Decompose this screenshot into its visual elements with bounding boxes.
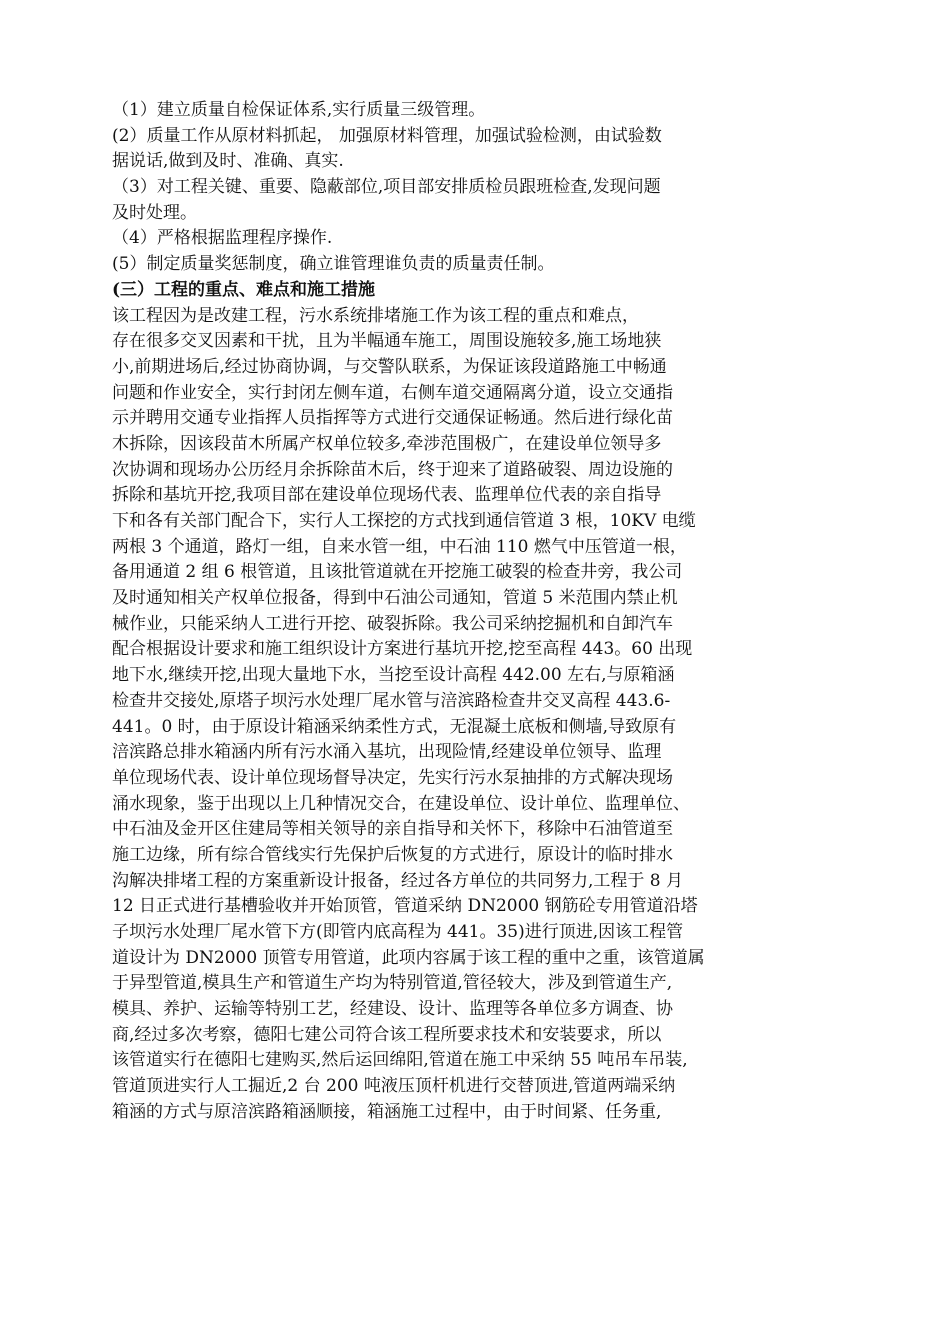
body-line: 地下水,继续开挖,出现大量地下水，当挖至设计高程 442.00 左右,与原箱涵 <box>112 665 675 686</box>
body-line: 该管道实行在德阳七建购买,然后运回绵阳,管道在施工中采纳 55 吨吊车吊装, <box>112 1050 688 1071</box>
body-line: 检查井交接处,原塔子坝污水处理厂尾水管与涪滨路检查井交叉高程 443.6- <box>112 690 671 711</box>
body-line: 示并聘用交通专业指挥人员指挥等方式进行交通保证畅通。然后进行绿化苗 <box>112 408 673 429</box>
body-line: 商,经过多次考察，德阳七建公司符合该工程所要求技术和安装要求，所以 <box>112 1024 662 1045</box>
body-line: 及时通知相关产权单位报备，得到中石油公司通知，管道 5 米范围内禁止机 <box>112 588 678 609</box>
body-line: 441。0 时，由于原设计箱涵采纳柔性方式，无混凝土底板和侧墙,导致原有 <box>112 716 677 737</box>
quality-measures-list <box>112 98 852 278</box>
body-line: 该工程因为是改建工程，污水系统排堵施工作为该工程的重点和难点， <box>112 305 639 326</box>
document-content <box>112 98 852 1126</box>
list-item-1: （1）建立质量自检保证体系,实行质量三级管理。 <box>112 100 486 120</box>
body-line: 箱涵的方式与原涪滨路箱涵顺接，箱涵施工过程中，由于时间紧、任务重, <box>112 1101 662 1122</box>
list-item-3-line-2: 及时处理。 <box>112 202 197 223</box>
body-line: 于异型管道,模具生产和管道生产均为特别管道,管径较大，涉及到管道生产, <box>112 973 673 994</box>
list-item-4: （4）严格根据监理程序操作. <box>112 228 333 249</box>
body-line: 12 日正式进行基槽验收并开始顶管，管道采纳 DN2000 钢筋砼专用管道沿塔 <box>112 896 698 917</box>
body-line: 械作业，只能采纳人工进行开挖、破裂拆除。我公司采纳挖掘机和自卸汽车 <box>112 613 673 634</box>
body-line: 存在很多交叉因素和干扰，且为半幅通车施工，周围设施较多,施工场地狭 <box>112 331 662 352</box>
list-item-3-line-1: （3）对工程关键、重要、隐蔽部位,项目部安排质检员跟班检查,发现问题 <box>112 177 661 198</box>
body-paragraph <box>112 304 852 1126</box>
body-line: 拆除和基坑开挖,我项目部在建设单位现场代表、监理单位代表的亲自指导 <box>112 485 662 506</box>
body-line: 管道顶进实行人工掘近,2 台 200 吨液压顶杆机进行交替顶进,管道两端采纳 <box>112 1076 676 1097</box>
body-line: 涪滨路总排水箱涵内所有污水涌入基坑，出现险情,经建设单位领导、监理 <box>112 742 662 763</box>
body-line: 子坝污水处理厂尾水管下方(即管内底高程为 441。35)进行顶进,因该工程管 <box>112 922 684 942</box>
body-line: 道设计为 DN2000 顶管专用管道，此项内容属于该工程的重中之重，该管道属 <box>112 947 705 968</box>
body-line: 次协调和现场办公历经月余拆除苗木后，终于迎来了道路破裂、周边设施的 <box>112 459 673 480</box>
body-line: 中石油及金开区住建局等相关领导的亲自指导和关怀下，移除中石油管道至 <box>112 819 673 840</box>
list-item-5: (5）制定质量奖惩制度，确立谁管理谁负责的质量责任制。 <box>112 254 555 275</box>
list-item-2-line-2: 据说话,做到及时、准确、真实. <box>112 151 344 172</box>
body-line: 涌水现象，鉴于出现以上几种情况交合，在建设单位、设计单位、监理单位、 <box>112 793 690 814</box>
body-line: 小,前期进场后,经过协商协调，与交警队联系，为保证该段道路施工中畅通 <box>112 356 667 377</box>
body-line: 沟解决排堵工程的方案重新设计报备，经过各方单位的共同努力,工程于 8 月 <box>112 870 684 891</box>
body-line: 配合根据设计要求和施工组织设计方案进行基坑开挖,挖至高程 443。60 出现 <box>112 639 693 660</box>
body-line: 施工边缘，所有综合管线实行先保护后恢复的方式进行，原设计的临时排水 <box>112 844 673 865</box>
body-line: 两根 3 个通道，路灯一组，自来水管一组，中石油 110 燃气中压管道一根， <box>112 536 687 557</box>
section-heading: (三）工程的重点、难点和施工措施 <box>112 279 376 300</box>
body-line: 模具、养护、运输等特别工艺，经建设、设计、监理等各单位多方调查、协 <box>112 999 673 1020</box>
body-line: 问题和作业安全，实行封闭左侧车道，右侧车道交通隔离分道，设立交通指 <box>112 382 673 403</box>
list-item-2-line-1: (2）质量工作从原材料抓起， 加强原材料管理，加强试验检测，由试验数 <box>112 125 662 146</box>
body-line: 单位现场代表、设计单位现场督导决定，先实行污水泵抽排的方式解决现场 <box>112 767 673 788</box>
body-line: 木拆除，因该段苗木所属产权单位较多,牵涉范围极广，在建设单位领导多 <box>112 433 662 454</box>
body-line: 备用通道 2 组 6 根管道，且该批管道就在开挖施工破裂的检查井旁，我公司 <box>112 562 683 583</box>
body-line: 下和各有关部门配合下，实行人工探挖的方式找到通信管道 3 根，10KV 电缆 <box>112 511 696 531</box>
